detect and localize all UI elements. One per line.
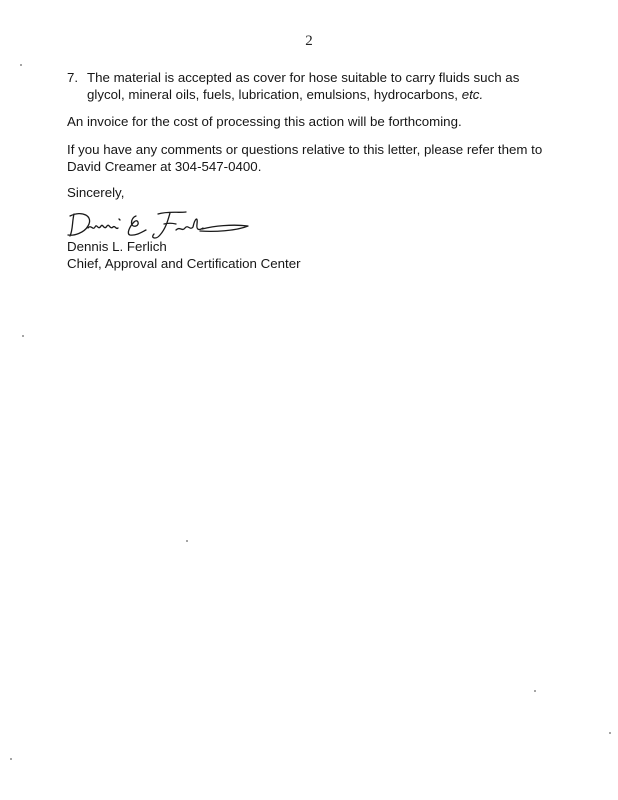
scan-speck	[534, 690, 536, 692]
item-number: 7.	[67, 70, 79, 85]
page-number: 2	[305, 33, 313, 49]
signature-block	[67, 239, 301, 272]
handwritten-signature	[64, 204, 254, 242]
numbered-item-7	[67, 70, 547, 103]
signer-name: Dennis L. Ferlich	[67, 239, 167, 254]
item-etc: etc.	[461, 86, 484, 102]
scan-speck	[20, 64, 22, 66]
invoice-paragraph: An invoice for the cost of processing this action will be forthcoming.	[67, 114, 462, 129]
scan-speck	[10, 758, 12, 760]
signer-title: Chief, Approval and Certification Center	[67, 255, 301, 271]
scan-speck	[186, 540, 188, 542]
contact-paragraph: If you have any comments or questions relative to this letter, please refer them to David Creamer at 304-547-0400.	[67, 142, 543, 174]
item-body: The material is accepted as cover for hose suitable to carry fluids such as glycol, mineral oils, fuels, lubrication, emulsions, hydrocarbons,	[87, 70, 520, 102]
item-text	[87, 70, 547, 103]
scan-speck	[609, 732, 611, 734]
scan-speck	[22, 335, 24, 337]
closing-salutation: Sincerely,	[67, 185, 125, 200]
